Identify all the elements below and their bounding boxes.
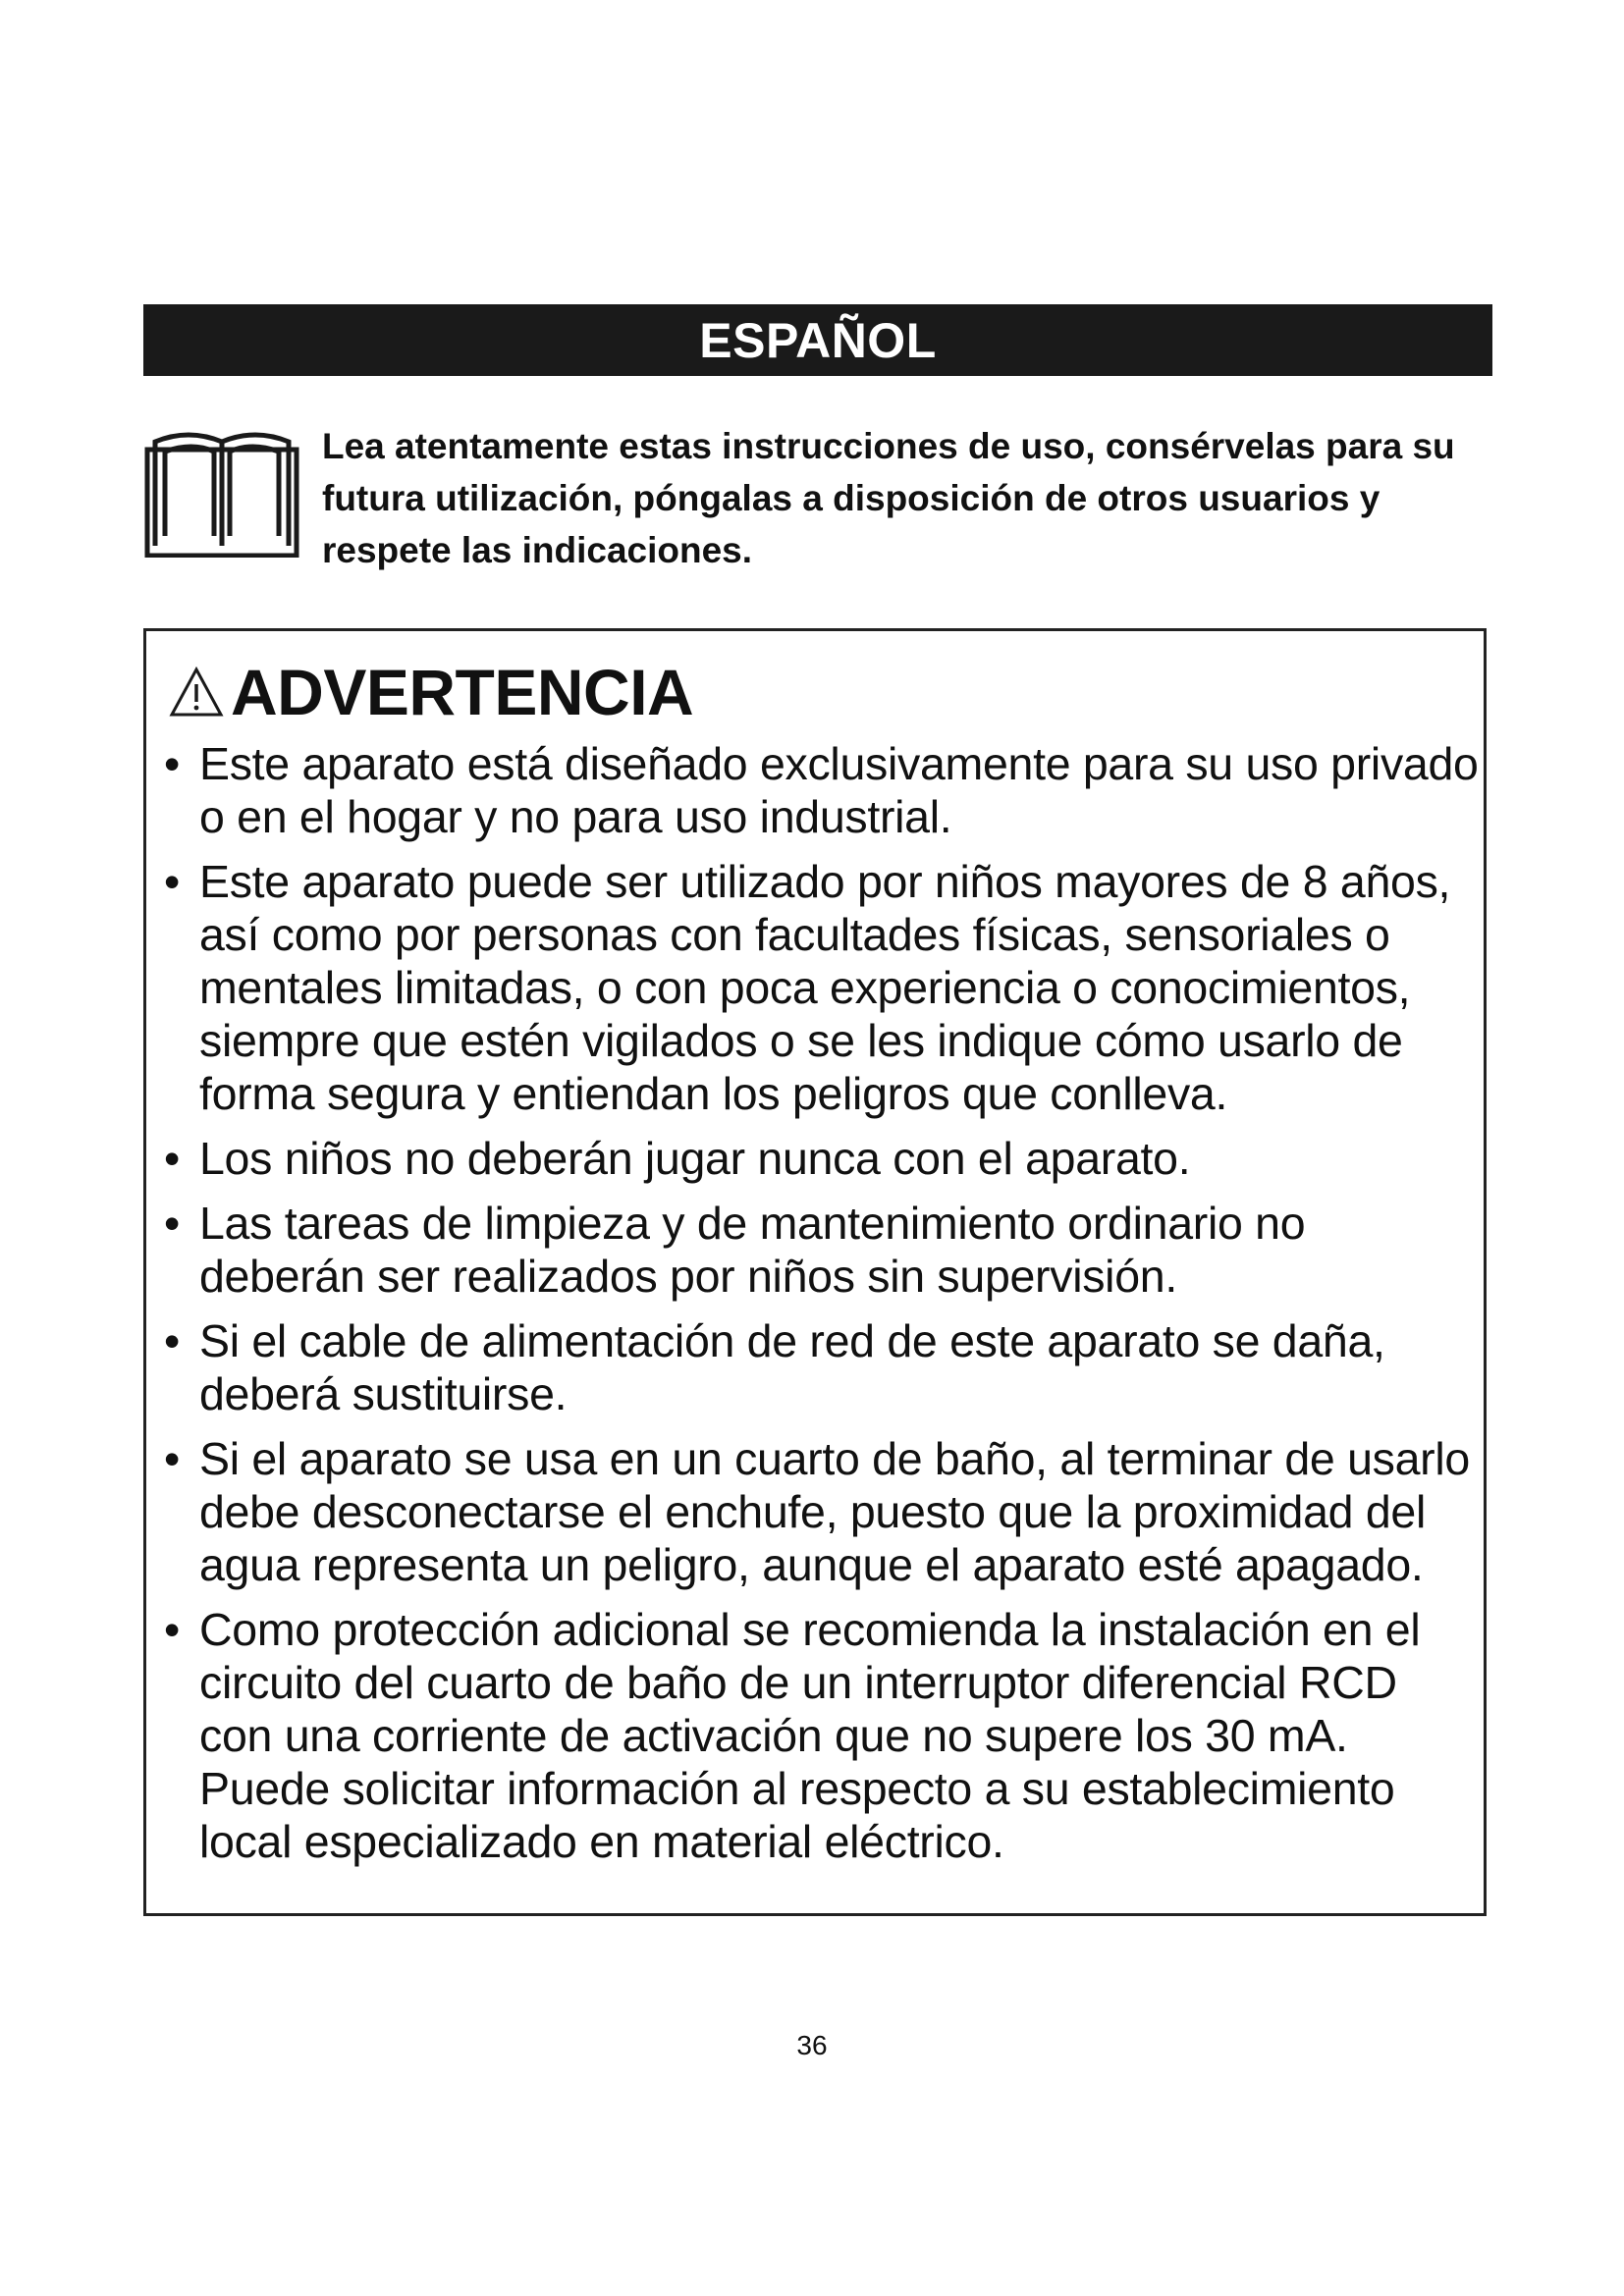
- bullet-icon: •: [164, 1133, 180, 1184]
- bullet-icon: •: [164, 1433, 180, 1484]
- book-icon: [143, 420, 300, 558]
- list-item: [164, 1197, 1480, 1303]
- language-label: ESPAÑOL: [699, 312, 937, 368]
- bullet-icon: •: [164, 856, 180, 907]
- intro-instructions-text: Lea atentamente estas instrucciones de uso, consérvelas para su futura utilización, póngalas a disposición de otros usuarios y respete las indicaciones.: [322, 426, 1455, 570]
- list-item-text: Este aparato está diseñado exclusivamente para su uso privado o en el hogar y no para uso industrial.: [199, 738, 1479, 842]
- warning-box: [143, 628, 1487, 1916]
- page-number: 36: [796, 2030, 828, 2060]
- list-item: [164, 855, 1480, 1120]
- list-item-text: Si el aparato se usa en un cuarto de baño, al terminar de usarlo debe desconectarse el enchufe, puesto que la proximidad del agua representa un peligro, aunque el aparato esté apagado.: [199, 1433, 1470, 1590]
- list-item-text: Las tareas de limpieza y de mantenimiento ordinario no deberán ser realizados por niños sin supervisión.: [199, 1198, 1306, 1302]
- list-item-text: Los niños no deberán jugar nunca con el aparato.: [199, 1133, 1191, 1184]
- list-item-text: Si el cable de alimentación de red de este aparato se daña, deberá sustituirse.: [199, 1315, 1385, 1419]
- language-header-bar: [143, 304, 1492, 376]
- list-item-text: Como protección adicional se recomienda la instalación en el circuito del cuarto de baño de un interruptor diferencial RCD con una corriente de activación que no supere los 30 mA. Puede solicitar información al respecto a su establecimiento local especializado en material eléctrico.: [199, 1604, 1421, 1867]
- bullet-icon: •: [164, 1198, 180, 1249]
- list-item: [164, 1314, 1480, 1420]
- list-item: [164, 1132, 1480, 1185]
- warning-heading: [168, 653, 693, 731]
- warning-list: [164, 737, 1480, 1880]
- warning-title: ADVERTENCIA: [231, 656, 694, 728]
- list-item: [164, 1603, 1480, 1868]
- list-item: [164, 737, 1480, 843]
- list-item-text: Este aparato puede ser utilizado por niños mayores de 8 años, así como por personas con facultades físicas, sensoriales o mentales limitadas, o con poca experiencia o conocimientos, siempre que estén vigilados o se les indique cómo usarlo de forma segura y entiendan los peligros que conlleva.: [199, 856, 1451, 1119]
- bullet-icon: •: [164, 1315, 180, 1366]
- intro-section: [143, 420, 1492, 570]
- bullet-icon: •: [164, 1604, 180, 1655]
- bullet-icon: •: [164, 738, 180, 789]
- list-item: [164, 1432, 1480, 1591]
- warning-triangle-icon: [168, 666, 225, 719]
